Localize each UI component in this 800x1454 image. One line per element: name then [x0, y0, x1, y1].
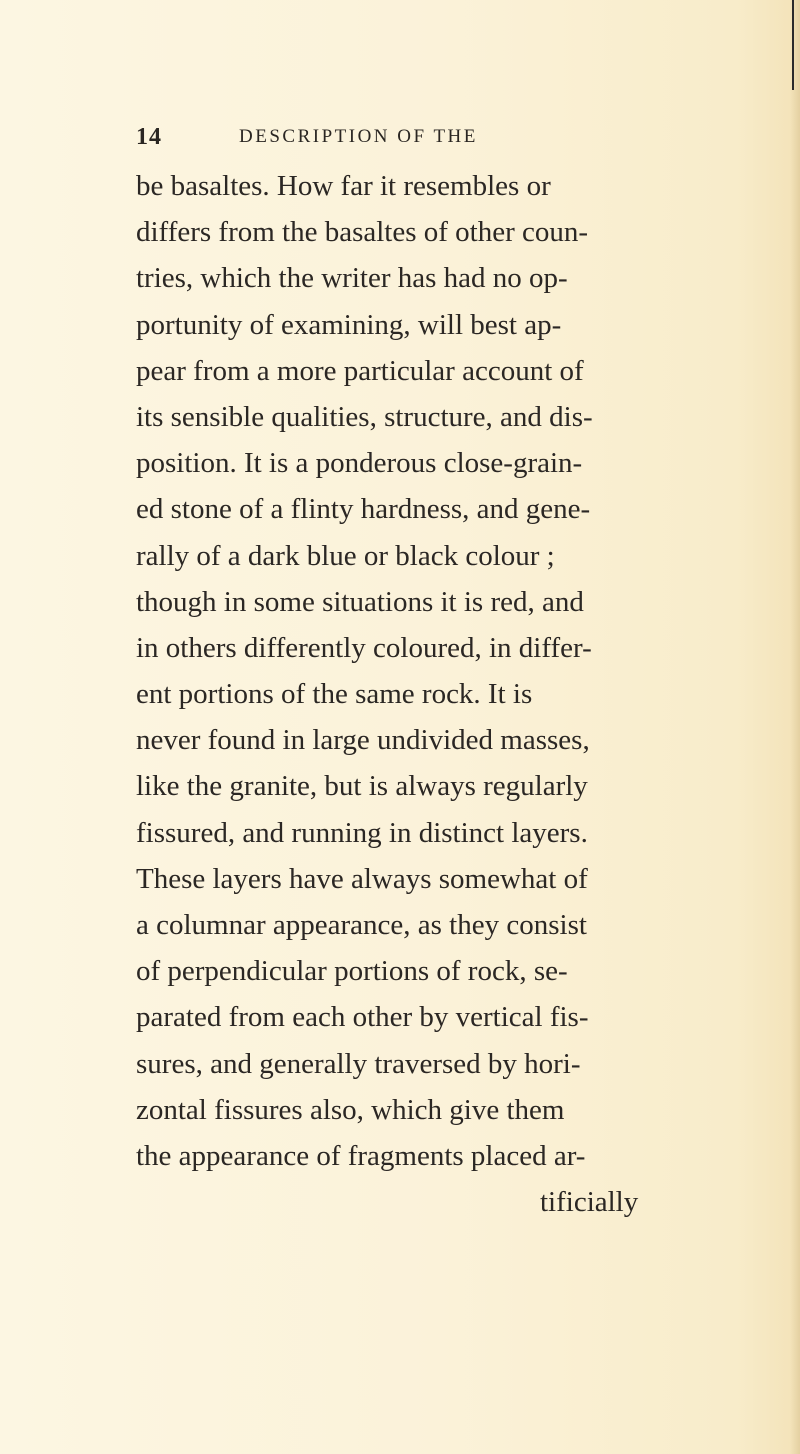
page-header	[136, 124, 696, 158]
text-line: pear from a more particular account of	[136, 354, 584, 387]
text-line: fissured, and running in distinct layers.	[136, 816, 588, 849]
text-line: differs from the basaltes of other coun-	[136, 216, 589, 249]
running-head: DESCRIPTION OF THE	[239, 126, 478, 147]
page-edge-shadow	[790, 0, 800, 1454]
text-line: its sensible qualities, structure, and dis-	[136, 400, 593, 433]
catchword: tificially	[540, 1186, 639, 1219]
text-line: These layers have always somewhat of	[136, 862, 588, 895]
text-line: though in some situations it is red, and	[136, 585, 584, 618]
text-line: the appearance of fragments placed ar-	[136, 1139, 586, 1172]
page-edge-line	[792, 0, 794, 90]
text-line: be basaltes. How far it resembles or	[136, 170, 551, 202]
text-line: a columnar appearance, as they consist	[136, 909, 587, 941]
text-line: sures, and generally traversed by hori-	[136, 1047, 581, 1080]
text-line: ed stone of a flinty hardness, and gene-	[136, 493, 591, 526]
text-line: zontal fissures also, which give them	[136, 1093, 565, 1126]
text-line: rally of a dark blue or black colour ;	[136, 539, 555, 572]
text-line: ent portions of the same rock. It is	[136, 678, 533, 711]
page-number: 14	[136, 124, 162, 150]
text-line: tries, which the writer has had no op-	[136, 262, 568, 295]
body-text	[136, 163, 736, 1225]
text-line: like the granite, but is always regularly	[136, 770, 588, 803]
text-line: parated from each other by vertical fis-	[136, 1001, 589, 1034]
text-line: in others differently coloured, in differ-	[136, 631, 592, 664]
text-line: of perpendicular portions of rock, se-	[136, 955, 568, 988]
text-line: never found in large undivided masses,	[136, 724, 590, 757]
text-line: position. It is a ponderous close-grain-	[136, 447, 583, 480]
text-line: portunity of examining, will best ap-	[136, 308, 562, 341]
